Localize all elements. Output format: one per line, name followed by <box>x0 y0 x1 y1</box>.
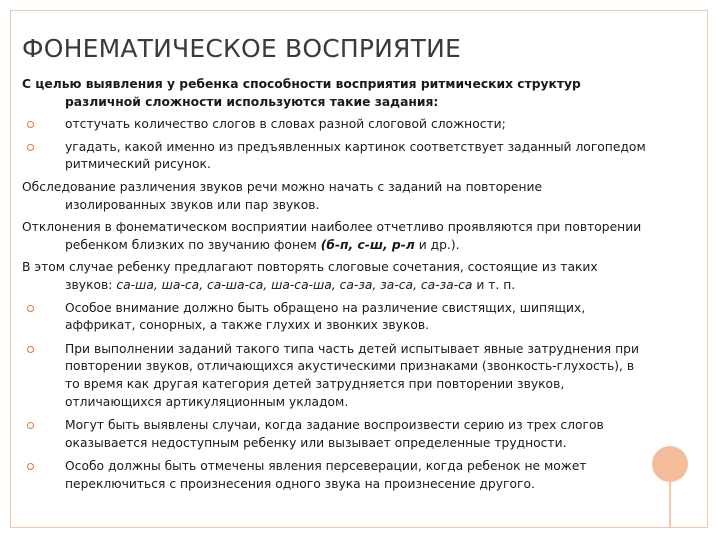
bullet-circle-icon <box>27 144 34 151</box>
list-item-text: Могут быть выявлены случаи, когда задание воспроизвести серию из трех слогов оказывается недоступным ребенку или вызывает определенные трудности. <box>65 418 604 450</box>
syllables-lead: В этом случае ребенку предлагают повторять слоговые сочетания, состоящие из таких звуков: <box>22 260 598 292</box>
list-item <box>22 417 647 452</box>
syllable-examples: са-ша, ша-са, са-ша-са, ша-са-ша, са-за, за-са, са-за-са <box>116 277 473 292</box>
syllables-tail: и т. п. <box>472 277 516 292</box>
task-bullet <box>22 139 647 174</box>
task-bullet-text: угадать, какой именно из предъявленных картинок соответствует заданный логопедом ритмический рисунок. <box>65 139 646 172</box>
intro-paragraph: С целью выявления у ребенка способности восприятия ритмических структур различной сложности используются такие задания: <box>22 77 581 109</box>
list-item-text: Особое внимание должно быть обращено на различение свистящих, шипящих, аффрикат, сонорных, а также глухих и звонких звуков. <box>65 300 586 333</box>
deviation-tail: и др.). <box>414 237 460 252</box>
task-bullet-text: отстучать количество слогов в словах разной слоговой сложности; <box>65 117 506 132</box>
bullet-circle-icon <box>27 121 34 128</box>
page-title: ФОНЕМАТИЧЕСКОЕ ВОСПРИЯТИЕ <box>22 34 461 63</box>
bullet-circle-icon <box>27 346 34 353</box>
syllables-paragraph <box>22 259 647 294</box>
exam-paragraph: Обследование различения звуков речи можно начать с заданий на повторение изолированных звуков или пар звуков. <box>22 179 543 212</box>
list-item-text: При выполнении заданий такого типа часть детей испытывает явные затруднения при повторении звуков, отличающихся акустическими признаками (звонкость-глухость), в то время как другая категория детей затрудняется при повторении звуков, отличающихся артикуляционным укладом. <box>65 341 639 409</box>
decorative-line <box>669 482 671 528</box>
list-item <box>22 458 647 493</box>
task-bullet <box>22 116 647 134</box>
list-item <box>22 341 647 411</box>
list-item <box>22 300 647 335</box>
slide-content <box>22 76 647 493</box>
bullet-circle-icon <box>27 305 34 312</box>
list-item-text: Особо должны быть отмечены явления персеверации, когда ребенок не может переключиться с произнесения одного звука на произнесение другого. <box>65 459 587 491</box>
deviation-lead: Отклонения в фонематическом восприятии наиболее отчетливо проявляются при повторении ребенком близких по звучанию фонем <box>22 220 642 252</box>
bullet-circle-icon <box>27 422 34 429</box>
deviation-paragraph <box>22 219 647 254</box>
decorative-circle <box>652 446 688 482</box>
phoneme-examples: (б-п, с-ш, р-л <box>320 237 415 252</box>
bullet-circle-icon <box>27 463 34 470</box>
